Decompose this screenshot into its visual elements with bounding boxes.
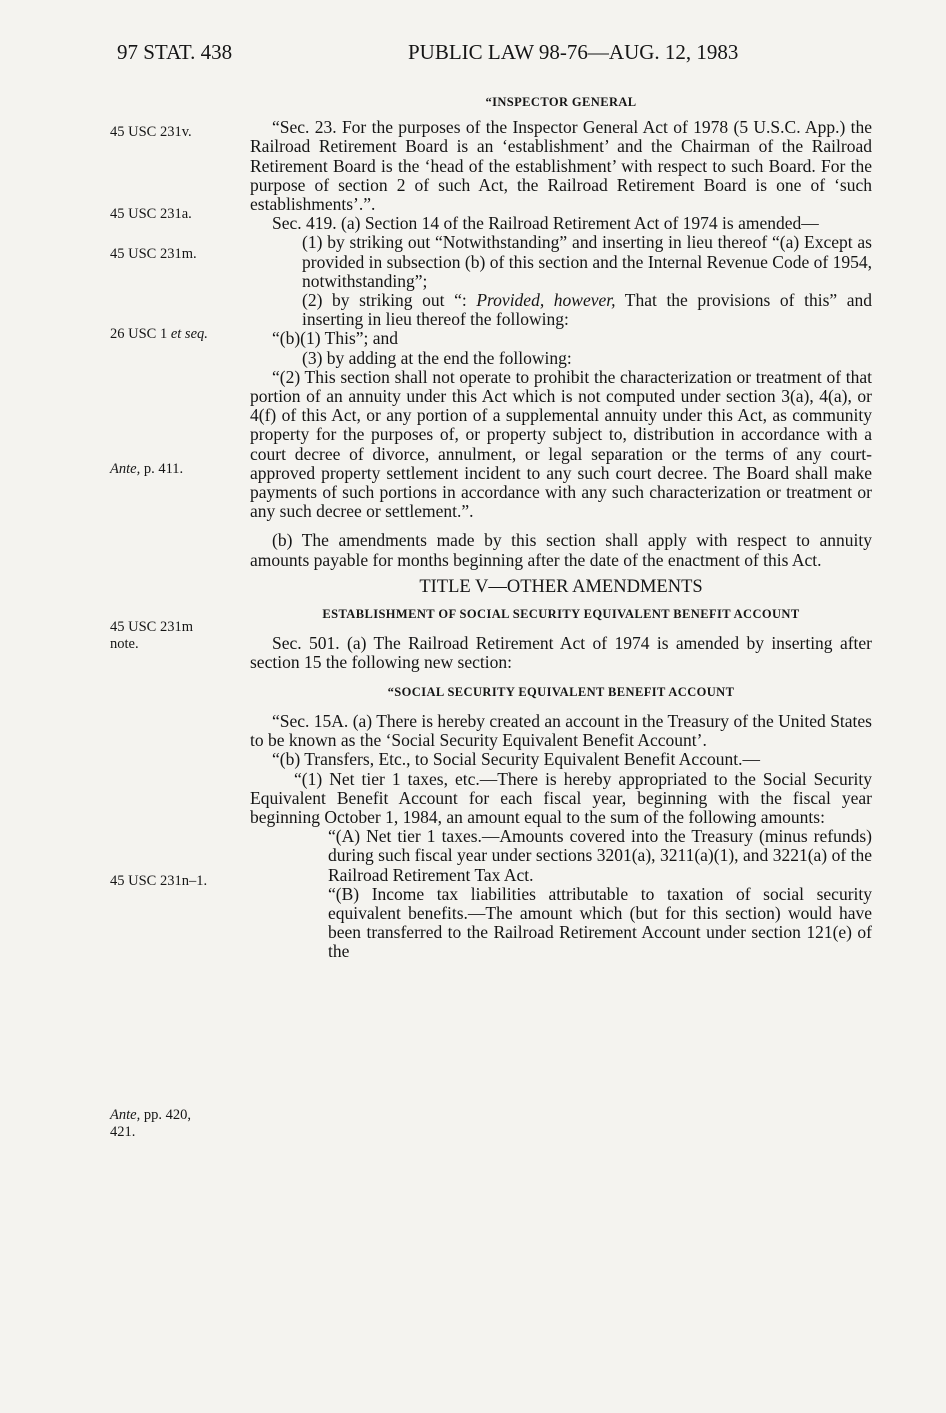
- margin-note-231a: 45 USC 231a.: [110, 206, 192, 222]
- section-15a: “Sec. 15A. (a) There is hereby created an account in the Treasury of the United States to be known as the ‘Social Security Equivalent Benefit Account’.: [250, 710, 872, 751]
- margin-note-231v: 45 USC 231v.: [110, 124, 192, 140]
- title-v-heading: TITLE V—OTHER AMENDMENTS: [419, 576, 703, 597]
- section-23: “Sec. 23. For the purposes of the Inspector General Act of 1978 (5 U.S.C. App.) the Railroad Retirement Board is an ‘establishment’ and the Chairman of the Railroad Retirement Board is the ‘head of the establishment’ with respect to such Board. For the purpose of section 2 of such Act, the Railroad Retirement Board is one of ‘such establishments’.”.: [250, 117, 872, 215]
- margin-note-26usc: 26 USC 1 et seq.: [110, 326, 208, 342]
- margin-note-ante-411: Ante, p. 411.: [110, 461, 184, 477]
- establishment-heading: ESTABLISHMENT OF SOCIAL SECURITY EQUIVALENT BENEFIT ACCOUNT: [322, 607, 800, 622]
- amendment-item-3: (3) by adding at the end the following:: [302, 347, 572, 368]
- amendment-item-2-quote: “(b)(1) This”; and: [272, 328, 399, 349]
- section-501: Sec. 501. (a) The Railroad Retirement Act of 1974 is amended by inserting after section 15 the following new section:: [250, 633, 872, 673]
- amendment-item-2: (2) by striking out “: Provided, however, That the provisions of this” and inserting in lieu thereof the following:: [302, 290, 873, 330]
- ssea-heading: “SOCIAL SECURITY EQUIVALENT BENEFIT ACCOUNT: [387, 684, 735, 699]
- margin-note-231n-1: 45 USC 231n–1.: [110, 873, 208, 889]
- margin-note-231m-note: 45 USC 231m note.: [110, 619, 193, 652]
- subparagraph-a: “(A) Net tier 1 taxes.—Amounts covered into the Treasury (minus refunds) during such fiscal year under sections 3201(a), 3211(a)(1), and 3221(a) of the Railroad Retirement Tax Act.: [328, 826, 872, 885]
- public-law-title: PUBLIC LAW 98-76—AUG. 12, 1983: [408, 40, 739, 64]
- margin-note-231m: 45 USC 231m.: [110, 246, 197, 262]
- subparagraph-b: “(B) Income tax liabilities attributable to taxation of social security equivalent benefits.—The amount which (but for this section) would have been transferred to the Railroad Retirement Account under section 121(e) of the: [328, 883, 872, 962]
- transfers-heading: “(b) Transfers, Etc., to Social Security Equivalent Benefit Account.—: [272, 749, 760, 770]
- paragraph-b2: “(2) This section shall not operate to prohibit the characterization or treatment of that portion of an annuity under this Act which is not computed under section 3(a), 4(a), or 4(f) of this Act, or any portion of a supplemental annuity under this Act, as community property for the purposes of, or property subject to, distribution in accordance with a court decree of divorce, annulment, or legal separation or the terms of any court-approved property settlement incident to any such court decree. The Board shall make payments of such portions in accordance with any such characterization or treatment or any such decree or settlement.”.: [250, 366, 872, 522]
- margin-note-ante-420: Ante, pp. 420, 421.: [110, 1107, 191, 1140]
- section-419: Sec. 419. (a) Section 14 of the Railroad Retirement Act of 1974 is amended—: [272, 213, 819, 234]
- page-stat-number: 97 STAT. 438: [117, 40, 233, 64]
- section-419-b: (b) The amendments made by this section shall apply with respect to annuity amounts payable for months beginning after the date of the enactment of this Act.: [250, 530, 872, 570]
- amendment-item-1: (1) by striking out “Notwithstanding” and inserting in lieu thereof “(a) Except as provided in subsection (b) of this section and the Internal Revenue Code of 1954, notwithstanding”;: [302, 232, 872, 291]
- net-tier-1-taxes: “(1) Net tier 1 taxes, etc.—There is hereby appropriated to the Social Security Equivalent Benefit Account for each fiscal year, beginning with the fiscal year beginning October 1, 1984, an amount equal to the sum of the following amounts:: [250, 768, 872, 827]
- document-body: [250, 93, 872, 962]
- inspector-general-heading: “INSPECTOR GENERAL: [485, 95, 637, 109]
